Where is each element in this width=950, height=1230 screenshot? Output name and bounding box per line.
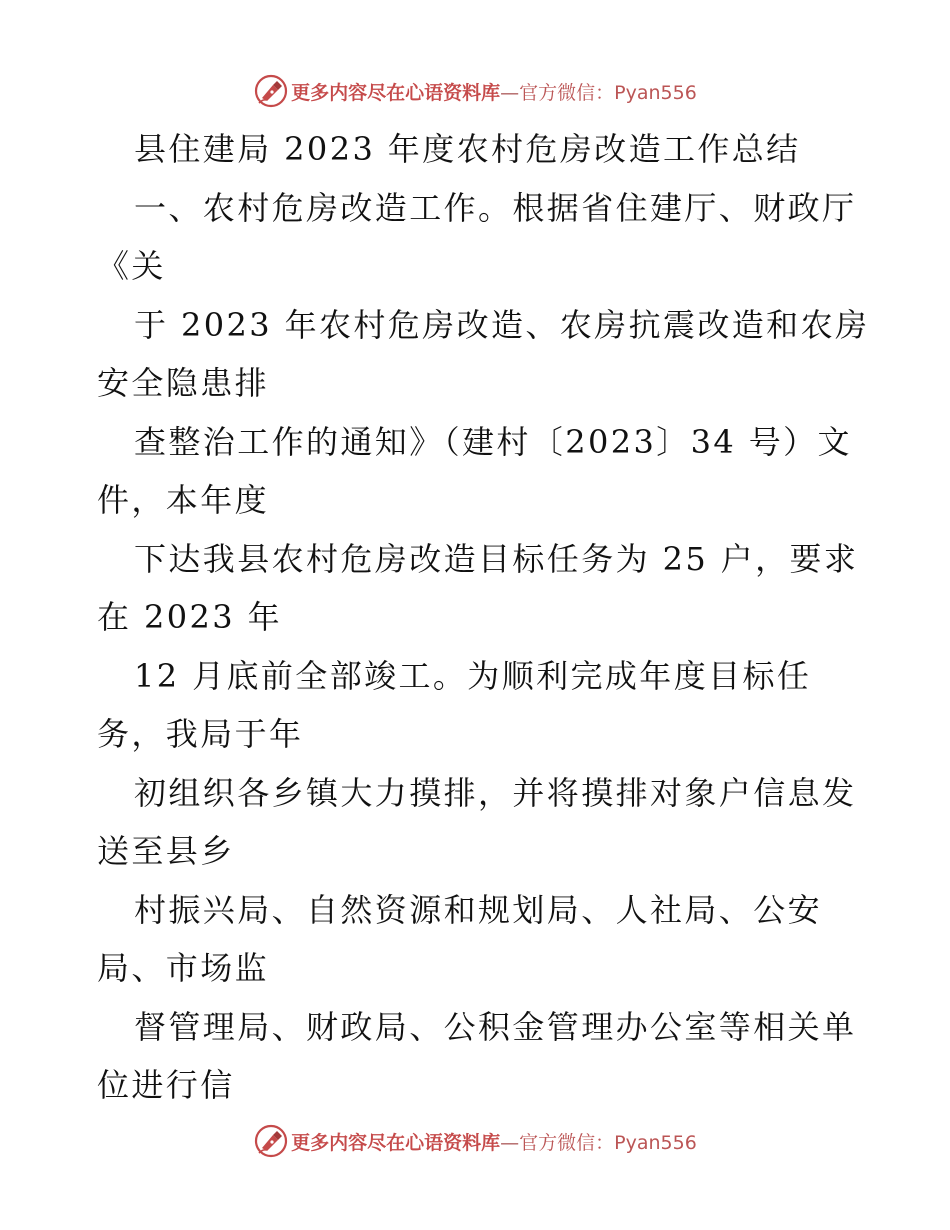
text-line: 安全隐患排: [97, 364, 270, 402]
text-line: 12 月底前全部竣工。为顺利完成年度目标任: [134, 656, 812, 695]
text-line: 位进行信: [97, 1066, 235, 1104]
watermark-wechat-text: 官方微信：Pyan556: [519, 1131, 697, 1154]
text-line: 下达我县农村危房改造目标任务为 25 户，要求: [134, 539, 859, 578]
document-body: [97, 120, 877, 1115]
footer-watermark: [0, 1121, 950, 1161]
pen-nib-logo-icon: [253, 73, 289, 109]
watermark-dash: —: [500, 81, 520, 104]
text-line: 督管理局、财政局、公积金管理办公室等相关单: [134, 1007, 857, 1046]
text-line: 务，我局于年: [97, 715, 304, 753]
text-line: 村振兴局、自然资源和规划局、人社局、公安: [134, 890, 823, 929]
header-watermark: [0, 71, 950, 111]
text-line: 在 2023 年: [97, 598, 282, 636]
watermark-main-text: 更多内容尽在心语资料库: [291, 1131, 501, 1154]
watermark-wechat-text: 官方微信：Pyan556: [519, 81, 697, 104]
text-line: 于 2023 年农村危房改造、农房抗震改造和农房: [134, 305, 870, 344]
text-line: 一、农村危房改造工作。根据省住建厅、财政厅: [134, 188, 857, 227]
text-line: 查整治工作的通知》（建村〔2023〕34 号）文: [134, 422, 852, 461]
pen-nib-logo-icon: [253, 1123, 289, 1159]
text-line: 件，本年度: [97, 481, 270, 519]
text-line: 初组织各乡镇大力摸排，并将摸排对象户信息发: [134, 773, 857, 812]
watermark-main-text: 更多内容尽在心语资料库: [291, 81, 501, 104]
watermark-dash: —: [500, 1131, 520, 1154]
text-line: 送至县乡: [97, 832, 235, 870]
text-line: 县住建局 2023 年度农村危房改造工作总结: [134, 130, 801, 168]
text-line: 《关: [97, 247, 166, 285]
text-line: 局、市场监: [97, 949, 270, 987]
